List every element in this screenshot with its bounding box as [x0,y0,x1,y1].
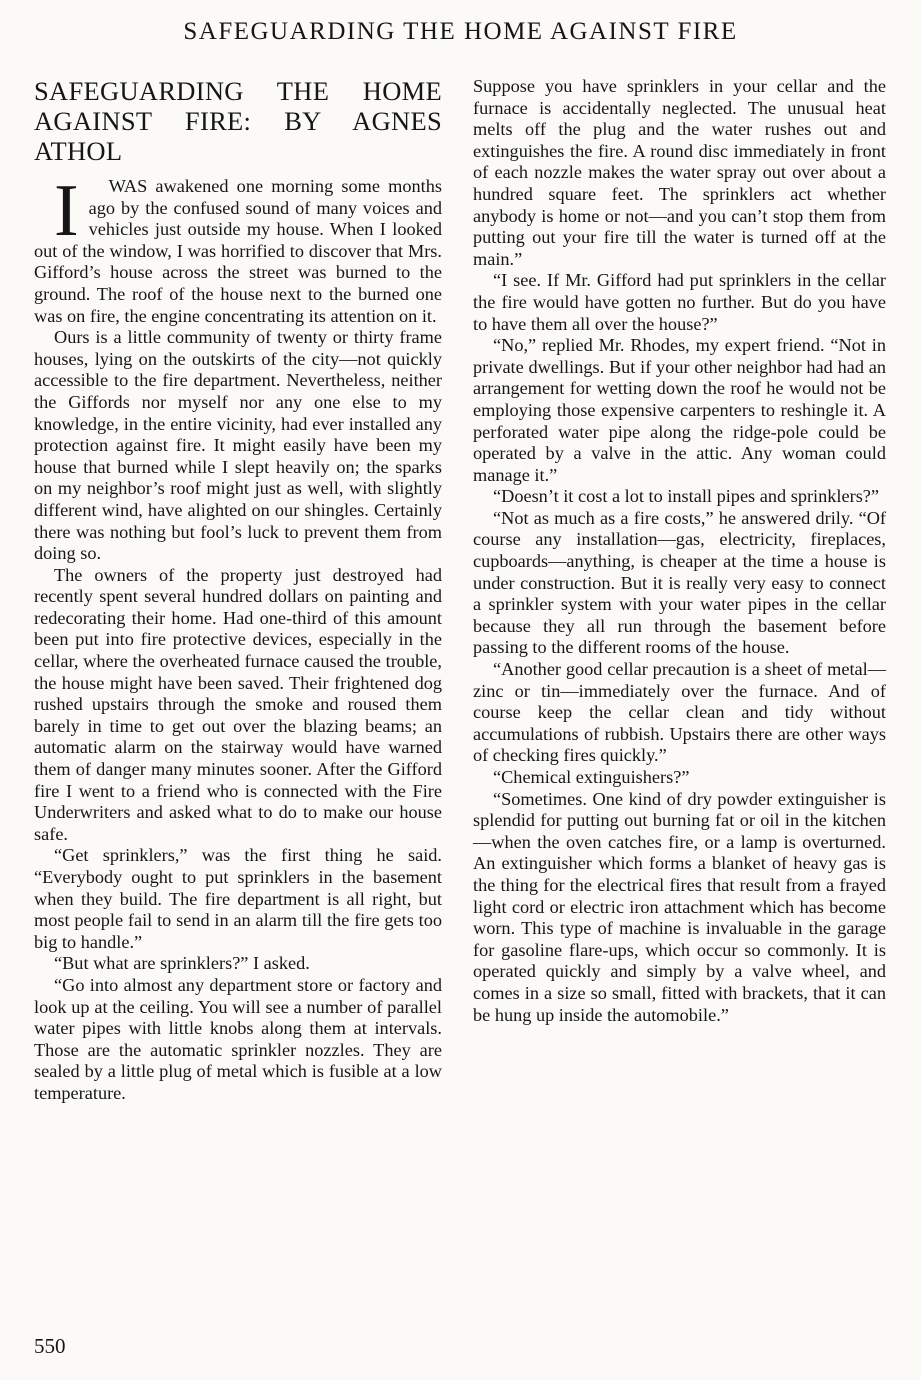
article-title: SAFEGUARDING THE HOME AGAINST FIRE: BY AGNES ATHOL [34,76,442,166]
paragraph: “But what are sprinklers?” I asked. [54,953,310,974]
paragraph: “Get sprinklers,” was the first thing he said. “Everybody ought to put sprinklers in the basement when they build. The fire department is all right, but most people fail to send in an alarm till the fire gets too big to handle.” [34,845,442,952]
paragraph: “Sometimes. One kind of dry powder extinguisher is splendid for putting out burning fat or oil in the kitchen—when the oven catches fire, or a lamp is overturned. An extinguisher which forms a blanket of heavy gas is the thing for the electrical fires that result from a frayed light cord or electric iron attachment which has become worn. This type of machine is invaluable in the garage for gasoline flare-ups, which occur so commonly. It is operated quickly and simply by a valve wheel, and comes in a size so small, fitted with brackets, that it can be hung up inside the automobile.” [473,788,886,1025]
paragraph: “I see. If Mr. Gifford had put sprinklers in the cellar the fire would have gotten no further. But do you have to have them all over the house?” [473,270,886,334]
continued-paragraph: Suppose you have sprinklers in your cellar and the furnace is accidentally neglected. The unusual heat melts off the plug and the water rushes out and extinguishes the fire. A round disc immediately in front of each nozzle makes the water spray out over about a hundred square feet. The sprinklers act whether anybody is home or not—and you can’t stop them from putting out your fire till the water is turned off at the main.” [473,76,886,269]
paragraph: Ours is a little community of twenty or thirty frame houses, lying on the outskirts of the city—not quickly accessible to the fire department. Nevertheless, neither the Giffords nor myself nor any one else to my knowledge, in the entire vicinity, had ever installed any protection against fire. It might easily have been my house that burned while I slept heavily on; the sparks on my neighbor’s roof might just as well, with slightly different wind, have alighted on our shingles. Certainly there was nothing but fool’s luck to prevent them from doing so. [34,327,442,564]
right-column [473,76,886,1026]
paragraph: “Go into almost any department store or factory and look up at the ceiling. You will see a number of parallel water pipes with little knobs along them at intervals. Those are the automatic sprinkler nozzles. They are sealed by a little plug of metal which is fusible at a low temperature. [34,974,442,1103]
paragraph: “Another good cellar precaution is a sheet of metal—zinc or tin—immediately over the furnace. And of course keep the cellar clean and tidy without accumulations of rubbish. Upstairs there are other ways of checking fires quickly.” [473,659,886,766]
paragraph: The owners of the property just destroyed had recently spent several hundred dollars on painting and redecorating their home. Had one-third of this amount been put into fire protective devices, especially in the cellar, where the overheated furnace caused the trouble, the house might have been saved. Their frightened dog rushed upstairs through the smoke and roused them barely in time to get out over the blazing beams; an automatic alarm on the stairway would have warned them of danger many minutes sooner. After the Gifford fire I went to a friend who is connected with the Fire Underwriters and asked what to do to make our house safe. [34,564,442,844]
lead-paragraph-text: WAS awakened one morning some months ago by the confused sound of many voices and vehicles just outside my house. When I looked out of the window, I was horrified to discover that Mrs. Gifford’s house across the street was burned to the ground. The roof of the house next to the burned one was on fire, the engine concentrating its attention on it. [34,176,442,326]
lead-paragraph [34,170,442,327]
paragraph: “Not as much as a fire costs,” he answered drily. “Of course any installation—gas, electricity, fireplaces, cupboards—anything, is cheaper at the time a house is under construction. But it is really very easy to connect a sprinkler system with your water pipes in the cellar because they all run through the basement before passing to the different rooms of the house. [473,507,886,658]
paragraph: “Doesn’t it cost a lot to install pipes and sprinklers?” [493,486,880,507]
paragraph: “No,” replied Mr. Rhodes, my expert friend. “Not in private dwellings. But if your other neighbor had had an arrangement for wetting down the roof he would not be employing those expensive carpenters to reshingle it. A perforated water pipe along the ridge-pole could be operated by a valve in the attic. Any woman could manage it.” [473,335,886,485]
paragraph: “Chemical extinguishers?” [493,767,690,787]
page-number: 550 [34,1334,66,1358]
running-head: SAFEGUARDING THE HOME AGAINST FIRE [183,18,738,45]
left-column [34,74,442,1105]
drop-cap: I [54,170,79,252]
